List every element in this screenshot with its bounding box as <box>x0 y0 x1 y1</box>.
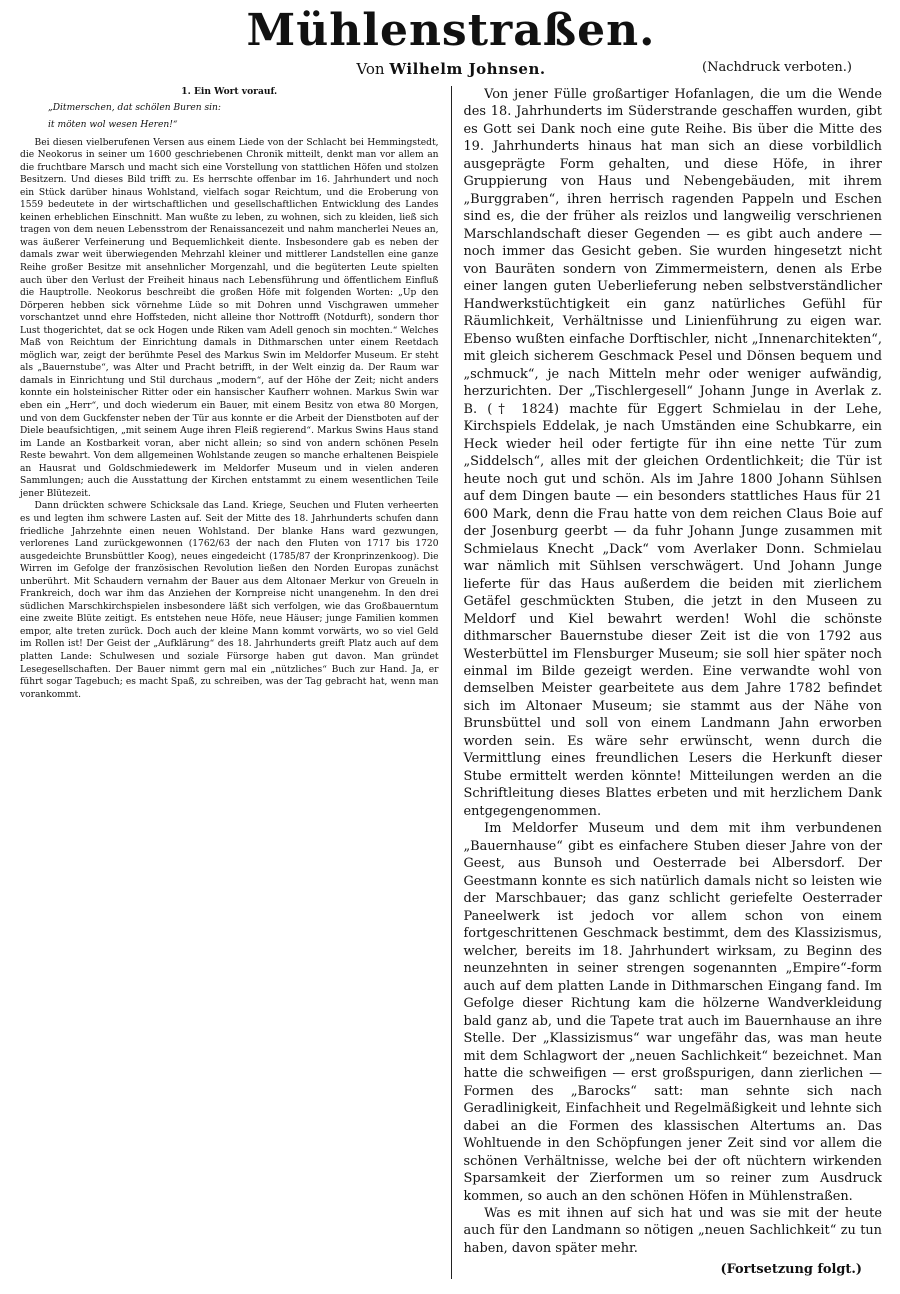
paragraph: Was es mit ihnen auf sich hat und was sie mit der heute auch für den Landmann so nötigen „neuen Sachlichkeit“ zu tun haben, davon später mehr. <box>463 1206 882 1256</box>
section-heading: 1. Ein Wort vorauf. <box>181 86 278 97</box>
motto-line: it möten wol wesen Heren!“ <box>48 120 178 131</box>
author-name: Wilhelm Johnsen. <box>389 60 546 78</box>
article-columns <box>20 86 882 1279</box>
article-title: Mühlenstraßen. <box>246 5 656 56</box>
paragraph: Bei diesen vielberufenen Versen aus einem Liede von der Schlacht bei Hemmingstedt, die Neokorus in seiner um 1600 geschriebenen Chronik mitteilt, denkt man vor allem an die fruchtbare Marsch und macht sich eine Vorstellung von stattlichen Höfen und stolzen Besitzern. Und dieses Bild trifft zu. Es herrschte offenbar im 16. Jahrhundert und noch ein Stück darüber hinaus Wohlstand, vielfach sogar Reichtum, und die Eroberung von 1559 bedeutete in der wirtschaftlichen und gesellschaftlichen Entwicklung des Landes keinen erheblichen Einschnitt. Man wußte zu leben, zu wohnen, sich zu kleiden, ließ sich tragen von dem neuen Lebensstrom der Renaissancezeit und nahm mancherlei Neues an, was äußerer Verfeinerung und Bequemlichkeit diente. Insbesondere gab es neben der damals zwar weit überwiegenden Mehrzahl kleiner und mittlerer Landstellen eine ganze Reihe großer Besitze mit ansehnlicher Morgenzahl, und die begüterten Leute spielten auch über den Verlust der Freiheit hinaus nach Lebensführung und öffentlichem Einfluß die Hauptrolle. Neokorus beschreibt die großen Höfe mit folgenden Worten: „Up den Dörperen hebben sick vörnehme Lüde so mit Dohren unnd Vischgrawen ummeher vorschantzet unnd ehre Hoffsteden, nicht alleine thor Nottrofft (Notdurft), sondern thor Lust thogerichtet, dat se ock Hogen unde Riken vam Adell genoch sin mochten.“ Welches Maß von Reichtum der Einrichtung damals in Dithmarschen unter einem Reetdach möglich war, zeigt der berühmte Pesel des Markus Swin im Meldorfer Museum. Er steht als „Bauernstube“, was Alter und Pracht betrifft, in der Welt einzig da. Der Raum war damals in Einrichtung und Stil durchaus „modern“, auf der Höhe der Zeit; nicht anders konnte ein holsteinischer Ritter oder ein hansischer Kaufherr wohnen. Markus Swin war eben ein „Herr“, und doch wiederum ein Bauer, mit einem Besitz von etwa 80 Morgen, und von dem Guckfenster neben der Tür aus konnte er die Arbeit der Dienstboten auf der Diele beaufsichtigen, „mit seinem Auge ihren Fleiß regierend“. Markus Swins Haus stand im Lande an Kostbarkeit voran, aber nicht allein; so sind von andern schönen Peseln Reste bewahrt. Von dem allgemeinen Wohlstande zeugen so manche erhaltenen Beispiele an Hausrat und Goldschmiedewerk im Meldorfer Museum und in vielen anderen Sammlungen; auch die Ausstattung der Kirchen entstammt zu einem wesentlichen Teile jener Blütezeit. <box>20 137 439 499</box>
paragraph: Von jener Fülle großartiger Hofanlagen, die um die Wende des 18. Jahrhunderts im Süderstrande geschaffen wurden, gibt es Gott sei Dank noch eine gute Reihe. Bis über die Mitte des 19. Jahrhunderts hinaus hat man sich an diese vorbildlich ausgeprägte Form gehalten, und diese Höfe, in ihrer Gruppierung von Haus und Nebengebäuden, mit ihrem „Burggraben“, ihren herrisch ragenden Pappeln und Eschen sind es, die der früher als reizlos und langweilig verschrienen Marschlandschaft dieser Gegenden — es gibt auch andere — noch immer das Gesicht geben. Sie wurden hingesetzt nicht von Bauräten sondern von Zimmermeistern, denen als Erbe einer langen guten Ueberlieferung neben selbstverständlicher Handwerkstüchtigkeit ein ganz natürliches Gefühl für Räumlichkeit, Verhältnisse und Linienführung zu eigen war. Ebenso wußten einfache Dorftischler, nicht „Innenarchitekten“, mit gleich sicherem Geschmack Pesel und Dönsen bequem und „schmuck“, je nach Mitteln mehr oder weniger aufwändig, herzurichten. Der „Tischlergesell“ Johann Junge in Averlak z. B. († 1824) machte für Eggert Schmielau in der Lehe, Kirchspiels Eddelak, je nach Umständen eine Schubkarre, ein Heck wieder heil oder fertigte für ihn eine nette Tür zum „Siddelsch“, alles mit der gleichen Ordentlichkeit; die Tür ist heute noch gut und schön. Als im Jahre 1800 Johann Sühlsen auf dem Dingen baute — ein besonders stattliches Haus für 21 600 Mark, denn die Frau hatte von dem reichen Claus Boie auf der Josenburg geerbt — da fuhr Johann Junge zusammen mit Schmielaus Knecht „Dack“ vom Averlaker Donn. Schmielau war nämlich mit Sühlsen verschwägert. Und Johann Junge lieferte für das Haus außerdem die beiden mit zierlichem Getäfel geschmückten Stuben, die jetzt in den Museen zu Meldorf und Kiel bewahrt werden! Wohl die schönste dithmarscher Bauernstube dieser Zeit ist die von 1792 aus Westerbüttel im Flensburger Museum; sie soll hier später noch einmal im Bilde gezeigt werden. Eine verwandte wohl von demselben Meister gearbeitete aus dem Jahre 1782 befindet sich im Altonaer Museum; sie stammt aus der Nähe von Brunsbüttel und soll von einem Landmann Jahn erworben worden sein. Es wäre sehr erwünscht, wenn durch die Vermittlung eines freundlichen Lesers die Herkunft dieser Stube ermittelt werden könnte! Mitteilungen werden an die Schriftleitung dieses Blattes erbeten und mit herzlichem Dank entgegengenommen. <box>463 87 882 819</box>
motto-quote <box>20 100 439 135</box>
paragraph: Dann drückten schwere Schicksale das Land. Kriege, Seuchen und Fluten verheerten es und legten ihm schwere Lasten auf. Seit der Mitte des 18. Jahrhunderts schufen dann friedliche Jahrzehnte einen neuen Wohlstand. Der blanke Hans ward gezwungen, verlorenes Land zurückgewonnen (1762/63 der nach den Fluten von 1717 bis 1720 ausgedeichte Brunsbüttler Koog), neues eingedeicht (1785/87 der Kronprinzenkoog). Die Wirren im Gefolge der französischen Revolution ließen den Norden Europas zunächst unberührt. Mit Schaudern vernahm der Bauer aus dem Altonaer Merkur von Greueln in Frankreich, doch war ihm das Anziehen der Kornpreise nicht unangenehm. In den drei südlichen Marschkirchspielen insbesondere läßt sich verfolgen, wie das Großbauerntum eine zweite Blüte zeitigt. Es entstehen neue Höfe, neue Häuser; junge Familien kommen empor, alte treten zurück. Doch auch der kleine Mann kommt vorwärts, wo so viel Geld im Rollen ist! Der Geist der „Aufklärung“ des 18. Jahrhunderts greift Platz auch auf dem platten Lande: Schulwesen und soziale Fürsorge haben gut davon. Man gründet Lesegesellschaften. Der Bauer nimmt gern mal ein „nützliches“ Buch zur Hand. Ja, er führt sogar Tagebuch; es macht Spaß, zu schreiben, was der Tag gebracht hat, wenn man vorankommt. <box>20 501 439 700</box>
reprint-notice: (Nachdruck verboten.) <box>702 60 852 75</box>
continuation-note: (Fortsetzung folgt.) <box>720 1262 862 1278</box>
left-column <box>20 86 439 1279</box>
column-divider <box>451 86 452 1279</box>
byline-prefix: Von <box>356 60 385 78</box>
byline-row <box>20 58 882 84</box>
right-column <box>463 86 882 1279</box>
paragraph: Im Meldorfer Museum und dem mit ihm verbundenen „Bauernhause“ gibt es einfachere Stuben dieser Jahre von der Geest, aus Bunsoh und Oesterrade bei Albersdorf. Der Geestmann konnte es sich natürlich damals nicht so leisten wie der Marschbauer; das ganz schlicht geriefelte Oesterrader Paneelwerk ist jedoch vor allem schon von einem fortgeschrittenen Geschmack bestimmt, dem des Klassizismus, welcher, bereits im 18. Jahrhundert wirksam, zu Beginn des neunzehnten in seiner strengen sogenannten „Empire“-form auch auf dem platten Lande in Dithmarschen Eingang fand. Im Gefolge dieser Richtung kam die hölzerne Wandverkleidung bald ganz ab, und die Tapete trat auch im Bauernhause an ihre Stelle. Der „Klassizismus“ war ungefähr das, was man heute mit dem Schlagwort der „neuen Sachlichkeit“ bezeichnet. Man hatte die schweifigen — erst großspurigen, dann zierlichen — Formen des „Barocks“ satt: man sehnte sich nach Geradlinigkeit, Einfachheit und Regelmäßigkeit und lehnte sich dabei an die Formen des klassischen Altertums an. Das Wohltuende in den Schöpfungen jener Zeit sind vor allem die schönen Verhältnisse, welche bei der oft nüchtern wirkenden Sparsamkeit der Zierformen um so reiner zum Ausdruck kommen, so auch an den schönen Höfen in Mühlenstraßen. <box>463 821 882 1204</box>
motto-line: „Ditmerschen, dat schölen Buren sin: <box>48 102 221 113</box>
